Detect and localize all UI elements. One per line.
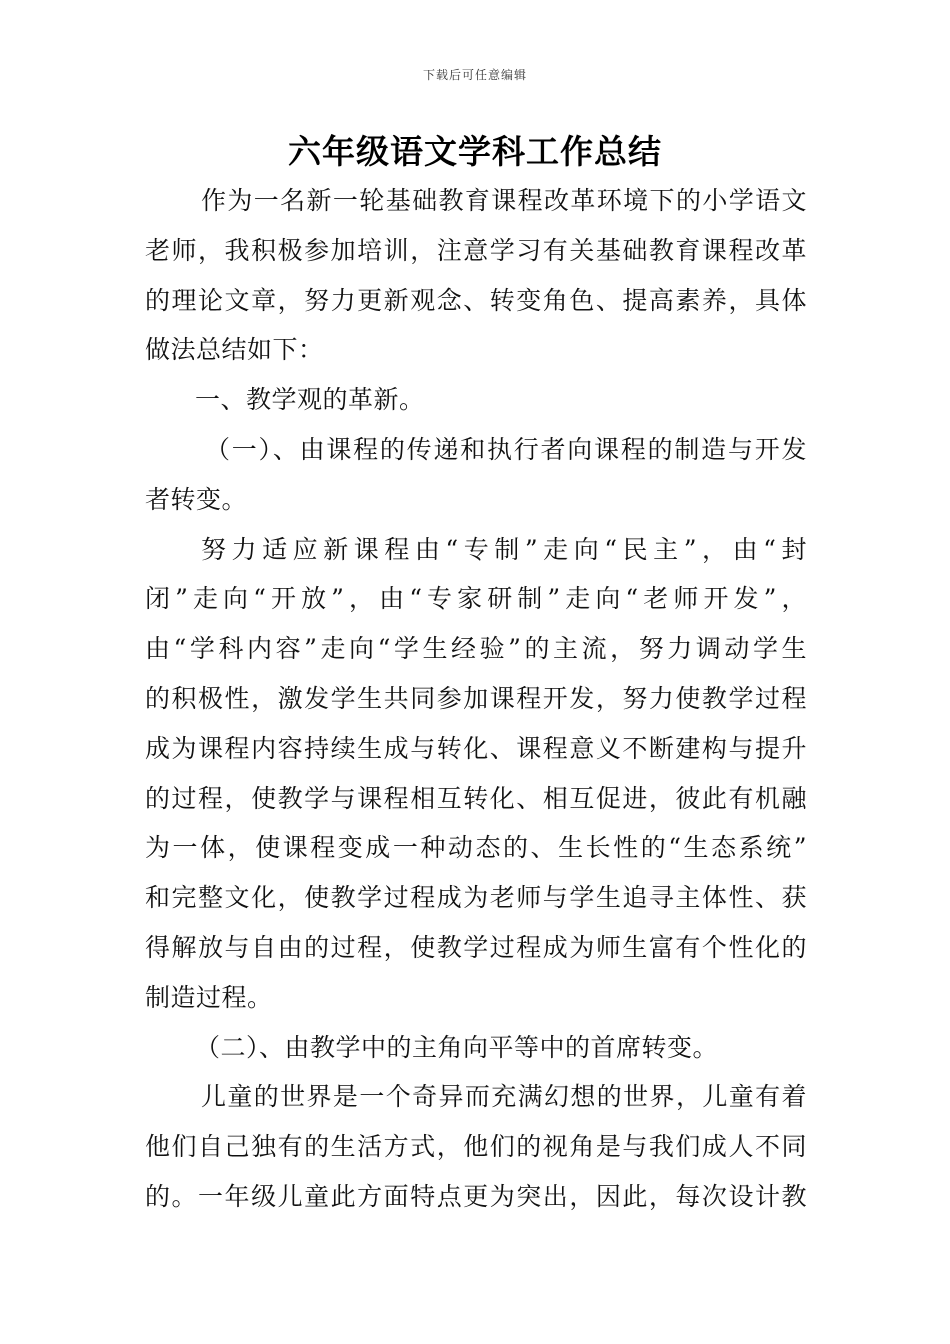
paragraph-line: 闭”走向“开放”，由“专家研制”走向“老师开发”， xyxy=(145,584,807,614)
paragraph-line: 为一体，使课程变成一种动态的、生长性的“生态系统” xyxy=(145,833,807,863)
paragraph-line: 和完整文化，使教学过程成为老师与学生追寻主体性、获 xyxy=(145,883,807,913)
paragraph-line: 作为一名新一轮基础教育课程改革环境下的小学语文 xyxy=(201,186,807,215)
subsection-heading-line: 者转变。 xyxy=(145,484,248,514)
subsection-heading-line: （一）、由课程的传递和执行者向课程的制造与开发 xyxy=(205,434,807,464)
subsection-heading-line: （二）、由教学中的主角向平等中的首席转变。 xyxy=(195,1032,719,1062)
document-title: 六年级语文学科工作总结 xyxy=(288,132,662,171)
paragraph-line: 老师，我积极参加培训，注意学习有关基础教育课程改革 xyxy=(145,235,807,265)
paragraph-line: 的积极性，激发学生共同参加课程开发，努力使教学过程 xyxy=(145,683,807,713)
paragraph-line: 的理论文章，努力更新观念、转变角色、提高素养，具体 xyxy=(145,285,807,315)
paragraph-line: 由“学科内容”走向“学生经验”的主流，努力调动学生 xyxy=(145,634,807,664)
paragraph-line: 得解放与自由的过程，使教学过程成为师生富有个性化的 xyxy=(145,932,807,962)
paragraph-line: 他们自己独有的生活方式，他们的视角是与我们成人不同 xyxy=(145,1132,807,1162)
paragraph-line: 的过程，使教学与课程相互转化、相互促进，彼此有机融 xyxy=(145,783,807,813)
paragraph-line: 做法总结如下： xyxy=(145,335,324,365)
paragraph-line: 成为课程内容持续生成与转化、课程意义不断建构与提升 xyxy=(145,733,807,763)
paragraph-line: 儿童的世界是一个奇异而充满幻想的世界，儿童有着 xyxy=(201,1082,807,1112)
paragraph-line: 努力适应新课程由“专制”走向“民主”，由“封 xyxy=(201,534,807,564)
paragraph-line: 制造过程。 xyxy=(145,982,273,1012)
document-body xyxy=(145,176,807,1222)
paragraph-line: 的。一年级儿童此方面特点更为突出，因此，每次设计教 xyxy=(145,1181,807,1211)
section-heading: 一、教学观的革新。 xyxy=(195,385,425,415)
header-note: 下载后可任意编辑 xyxy=(422,68,527,82)
